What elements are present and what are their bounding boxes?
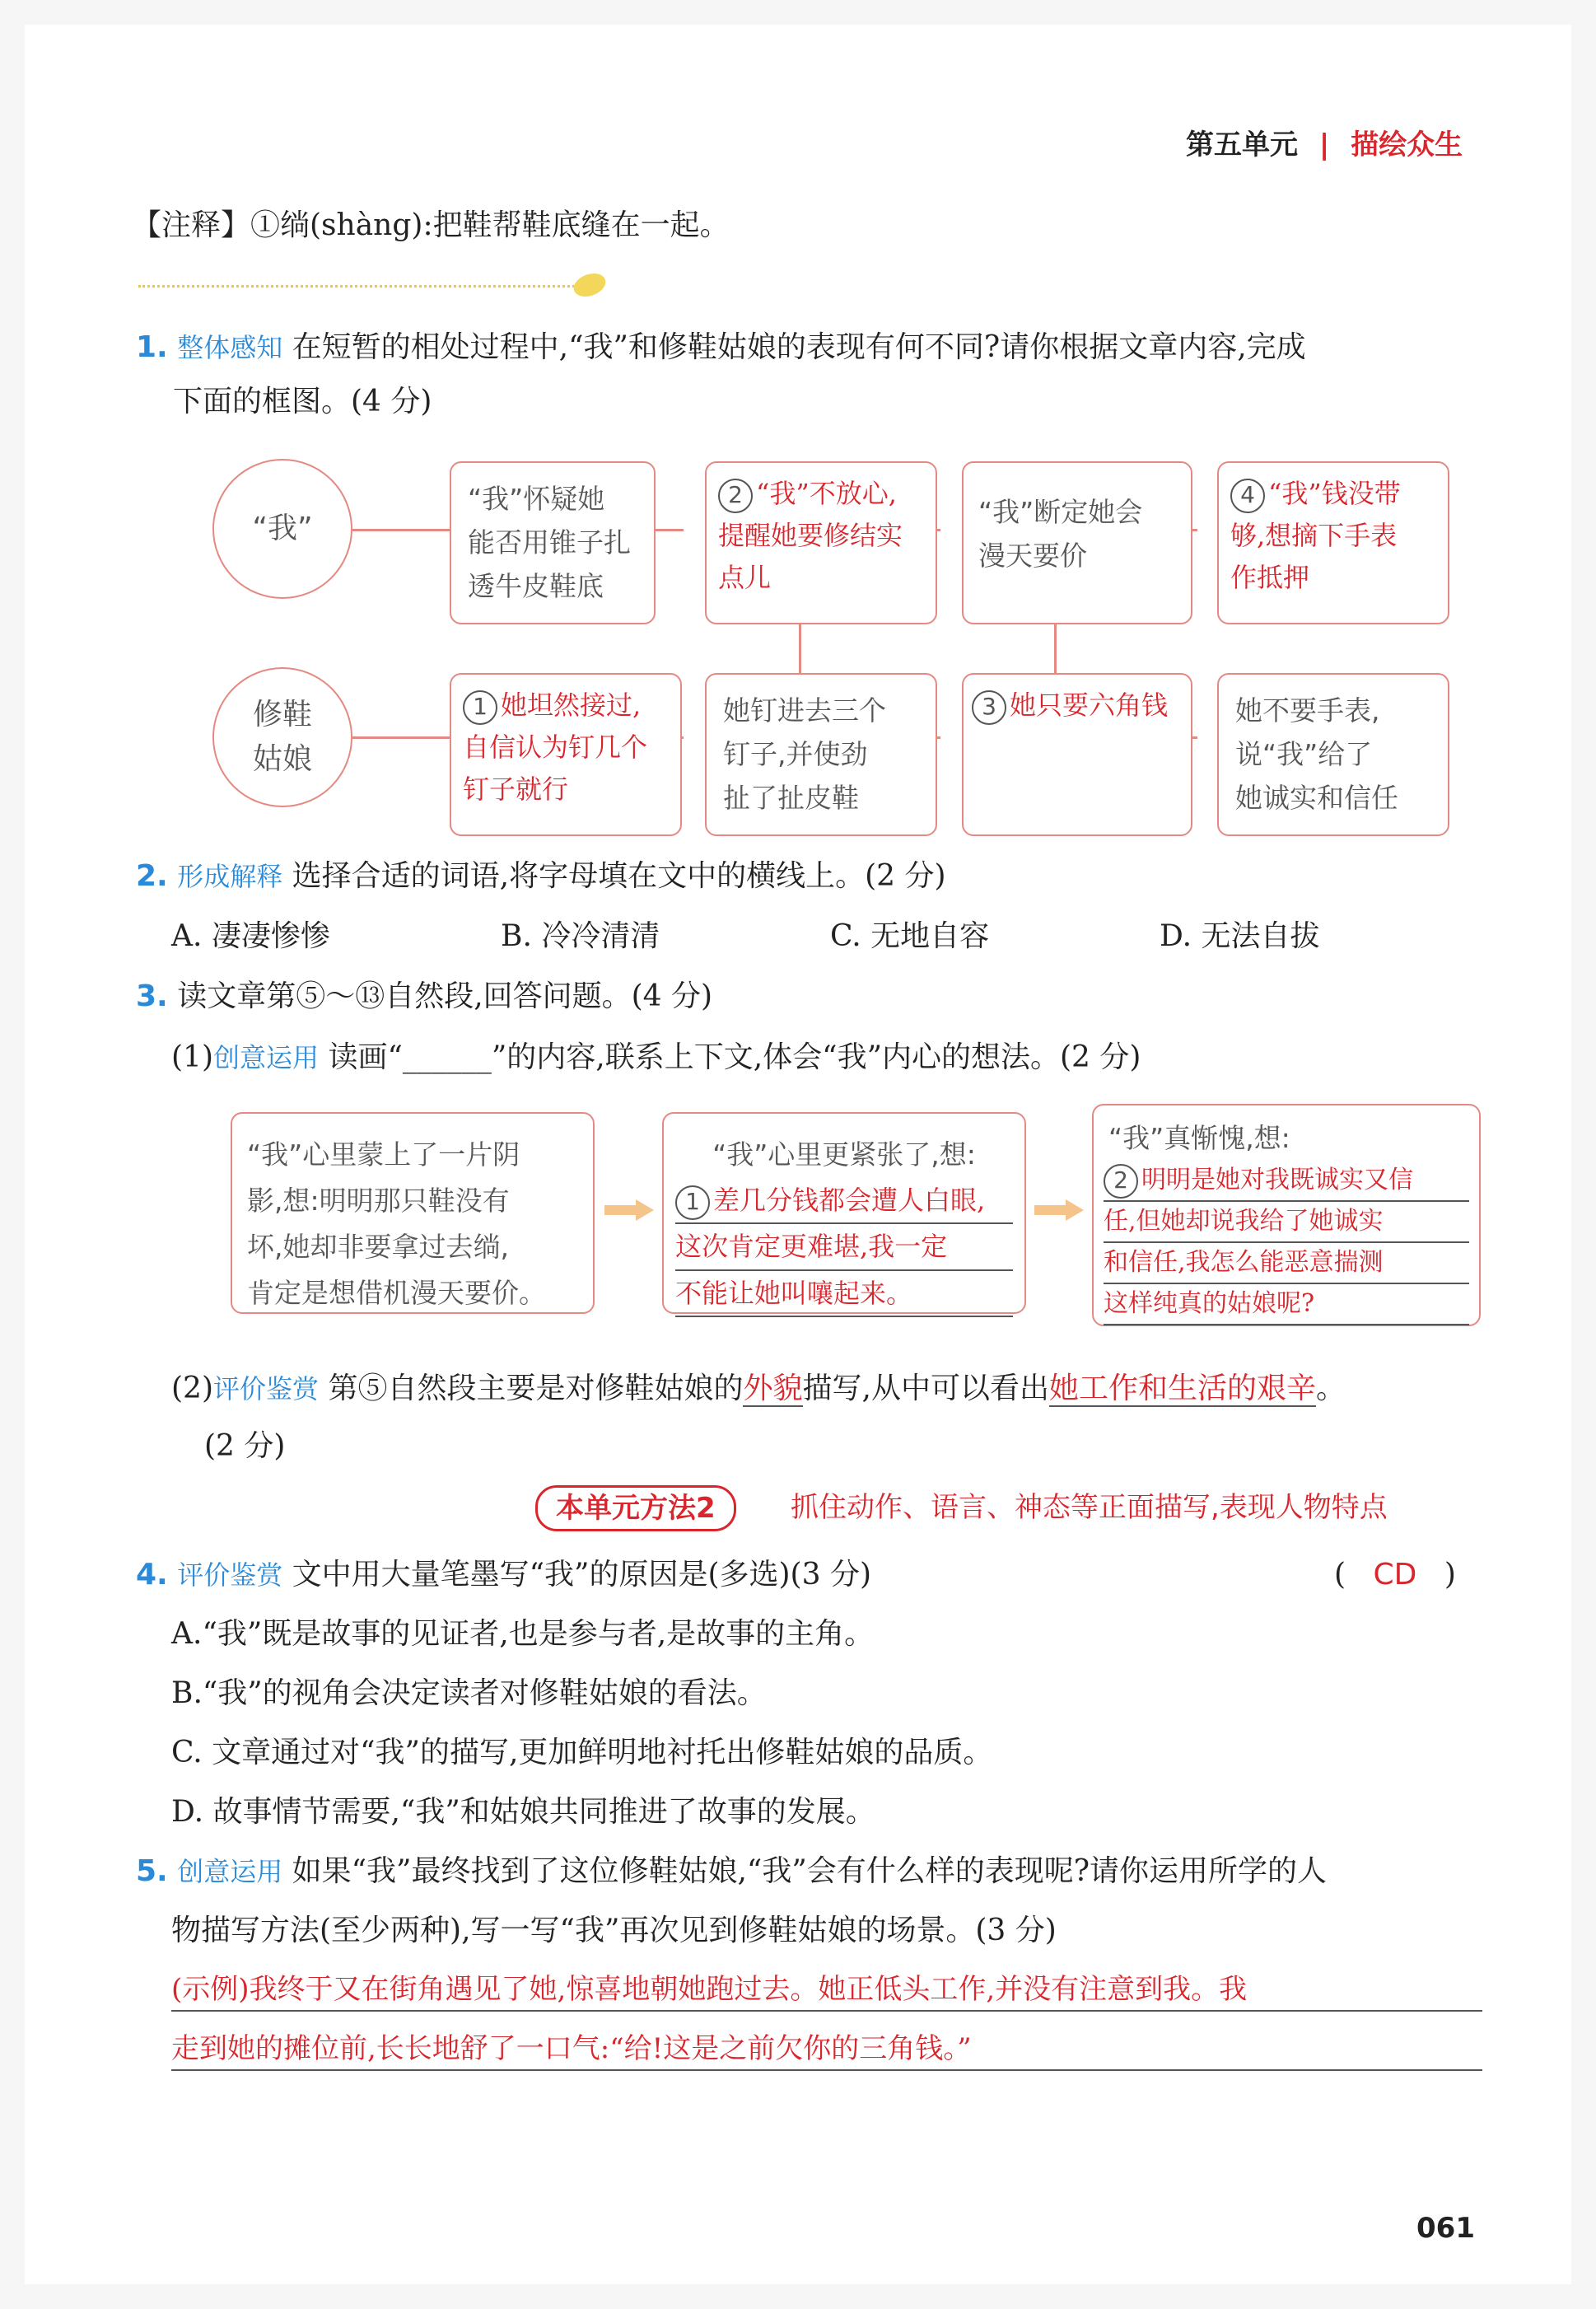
q3-sub2-text-a: 第⑤自然段主要是对修鞋姑娘的 — [328, 1372, 744, 1405]
method-text: 抓住动作、语言、神态等正面描写,表现人物特点 — [791, 1491, 1388, 1524]
answer-line: 钉子就行 — [463, 774, 569, 806]
answer-line: 提醒她要修结实 — [718, 520, 903, 552]
q2-tag: 形成解释 — [177, 861, 283, 892]
q3-sub2-end: 。 — [1315, 1372, 1346, 1405]
box-line: 她钉进去三个 — [723, 694, 886, 727]
me-box-3 — [962, 461, 1192, 624]
q1-text: 在短暂的相处过程中,“我”和修鞋姑娘的表现有何不同?请你根据文章内容,完成 — [292, 330, 1306, 364]
unit-label: 第五单元 — [1186, 129, 1298, 161]
q5-line2: 物描写方法(至少两种),写一写“我”再次见到修鞋姑娘的场景。(3 分) — [171, 1914, 1057, 1947]
me-box-2 — [705, 461, 937, 624]
answer-line: 不能让她叫嚷起来。 — [675, 1271, 1013, 1317]
connector — [656, 529, 684, 531]
q3-sub2-answer-a: 外貌 — [743, 1372, 803, 1405]
answer-line: 作抵押 — [1230, 562, 1310, 594]
q4-number: 4. — [136, 1558, 168, 1592]
flow-box-1 — [231, 1112, 595, 1314]
answer-line: 这样纯真的姑娘呢? — [1104, 1284, 1469, 1325]
q4-option-a: A.“我”既是故事的见证者,也是参与者,是故事的主角。 — [171, 1617, 875, 1651]
q2-text: 选择合适的词语,将字母填在文中的横线上。(2 分) — [292, 859, 946, 893]
q2-number: 2. — [136, 859, 168, 893]
box-line: “我”断定她会 — [978, 496, 1143, 528]
q3-line — [136, 979, 712, 1014]
q4-line — [136, 1557, 871, 1592]
circled-number: 2 — [718, 479, 753, 513]
q3-sub1-text: 读画“______”的内容,联系上下文,体会“我”内心的想法。(2 分) — [328, 1040, 1141, 1074]
arrow-right-icon — [604, 1199, 654, 1221]
box-line: 透牛皮鞋底 — [468, 569, 604, 602]
unit-theme: 描绘众生 — [1351, 129, 1463, 161]
q2-line — [136, 858, 946, 894]
girl-box-2 — [705, 673, 937, 836]
girl-label-1: 修鞋 — [252, 698, 312, 731]
q2-option-d: D. 无法自拔 — [1160, 919, 1320, 953]
circled-number: 1 — [463, 690, 497, 725]
box-line: 能否用锥子扎 — [468, 526, 631, 559]
arrow-right-icon — [1034, 1199, 1084, 1221]
me-box-4 — [1217, 461, 1449, 624]
box-line: 肯定是想借机漫天要价。 — [247, 1277, 546, 1310]
girl-circle — [212, 667, 352, 807]
q3-sub2-answer-b: 她工作和生活的艰辛 — [1048, 1372, 1316, 1405]
q3-sub2-text-b: 描写,从中可以看出 — [802, 1372, 1049, 1405]
answer-line: 和信任,我怎么能恶意揣测 — [1104, 1243, 1469, 1284]
q4-option-c: C. 文章通过对“我”的描写,更加鲜明地衬托出修鞋姑娘的品质。 — [171, 1736, 993, 1769]
answer-line: 点儿 — [718, 562, 772, 594]
box-line: 坏,她却非要拿过去绱, — [247, 1231, 509, 1264]
q3-sub1 — [171, 1040, 1141, 1075]
method-badge: 本单元方法2 — [535, 1485, 736, 1531]
lemon-icon — [568, 269, 611, 301]
box-line: “我”怀疑她 — [468, 483, 605, 515]
box-line: 钉子,并使劲 — [723, 737, 868, 770]
paren-close: ) — [1444, 1558, 1456, 1592]
answer-line: 差几分钱都会遭人白眼, — [713, 1185, 986, 1217]
q3-sub2-prefix: (2) — [171, 1372, 213, 1405]
q4-answer-slot — [1334, 1557, 1466, 1592]
q1-line1 — [136, 330, 1306, 365]
q5-tag: 创意运用 — [177, 1856, 283, 1887]
q5-line1 — [136, 1853, 1327, 1889]
me-box-1 — [450, 461, 656, 624]
q1-number: 1. — [136, 330, 168, 364]
q2-option-b: B. 冷冷清清 — [501, 919, 660, 953]
q3-sub2 — [171, 1371, 1346, 1406]
paren-open: ( — [1334, 1558, 1346, 1592]
circled-number: 1 — [675, 1185, 710, 1220]
flow-box-2 — [662, 1112, 1026, 1314]
page-number: 061 — [1416, 2212, 1475, 2245]
answer-line: 自信认为钉几个 — [463, 731, 648, 764]
answer-line: 明明是她对我既诚实又信 — [1141, 1165, 1413, 1194]
header — [1186, 122, 1463, 162]
answer-line: 这次肯定更难堪,我一定 — [675, 1224, 1013, 1270]
box-line: 她诚实和信任 — [1235, 781, 1398, 814]
q4-text: 文中用大量笔墨写“我”的原因是(多选)(3 分) — [292, 1558, 871, 1592]
box-line: “我”真惭愧,想: — [1108, 1122, 1290, 1154]
connector — [352, 736, 450, 739]
circled-number: 4 — [1230, 479, 1265, 513]
answer-line: 够,想摘下手表 — [1230, 520, 1398, 552]
q3-text: 读文章第⑤～⑬自然段,回答问题。(4 分) — [177, 979, 713, 1013]
girl-box-3 — [962, 673, 1192, 836]
q4-option-d: D. 故事情节需要,“我”和姑娘共同推进了故事的发展。 — [171, 1795, 875, 1829]
box-line: “我”心里蒙上了一片阴 — [247, 1138, 520, 1171]
annotation-note: 【注释】①绱(shàng):把鞋帮鞋底缝在一起。 — [132, 208, 730, 242]
q5-answer-line2: 走到她的摊位前,长长地舒了一口气:“给!这是之前欠你的三角钱。” — [171, 2030, 1482, 2071]
page — [25, 25, 1571, 2284]
answer-line: 任,但她却说我给了她诚实 — [1104, 1202, 1469, 1243]
answer-line: “我”不放心, — [756, 478, 897, 509]
q5-number: 5. — [136, 1854, 168, 1888]
q5-text: 如果“我”最终找到了这位修鞋姑娘,“我”会有什么样的表现呢?请你运用所学的人 — [292, 1854, 1328, 1888]
q1-tag: 整体感知 — [177, 332, 283, 363]
q2-option-a: A. 凄凄惨惨 — [171, 919, 330, 953]
girl-box-1 — [450, 673, 682, 836]
q4-option-b: B.“我”的视角会决定读者对修鞋姑娘的看法。 — [171, 1676, 767, 1710]
box-line: 扯了扯皮鞋 — [723, 781, 859, 814]
answer-line: “我”钱没带 — [1268, 478, 1401, 509]
box-line: 她不要手表, — [1235, 694, 1380, 727]
answer-line: 她坦然接过, — [501, 689, 642, 721]
q3-sub2-score: (2 分) — [204, 1429, 286, 1463]
flow-box-3 — [1092, 1104, 1481, 1326]
header-separator: | — [1318, 129, 1330, 161]
box-line: 漫天要价 — [978, 539, 1087, 572]
q3-sub1-prefix: (1) — [171, 1040, 213, 1074]
box-line: 影,想:明明那只鞋没有 — [247, 1185, 510, 1218]
q4-answer: CD — [1373, 1558, 1417, 1592]
girl-box-4 — [1217, 673, 1449, 836]
q2-option-c: C. 无地自容 — [830, 919, 990, 953]
me-circle: “我” — [212, 459, 352, 599]
connector — [352, 529, 450, 531]
q5-answer-line1: (示例)我终于又在街角遇见了她,惊喜地朝她跑过去。她正低头工作,并没有注意到我。我 — [171, 1970, 1482, 2012]
q3-number: 3. — [136, 979, 168, 1013]
q3-sub2-tag: 评价鉴赏 — [213, 1373, 320, 1405]
q4-tag: 评价鉴赏 — [177, 1559, 283, 1591]
circled-number: 2 — [1104, 1164, 1138, 1199]
q3-sub1-tag: 创意运用 — [213, 1042, 320, 1073]
girl-label-2: 姑娘 — [252, 742, 312, 776]
box-line: 说“我”给了 — [1235, 737, 1373, 770]
dotted-divider — [138, 285, 600, 287]
box-line: “我”心里更紧张了,想: — [712, 1138, 976, 1171]
answer-line: 她只要六角钱 — [1010, 689, 1169, 721]
q1-line2: 下面的框图。(4 分) — [173, 385, 432, 418]
circled-number: 3 — [972, 690, 1006, 725]
